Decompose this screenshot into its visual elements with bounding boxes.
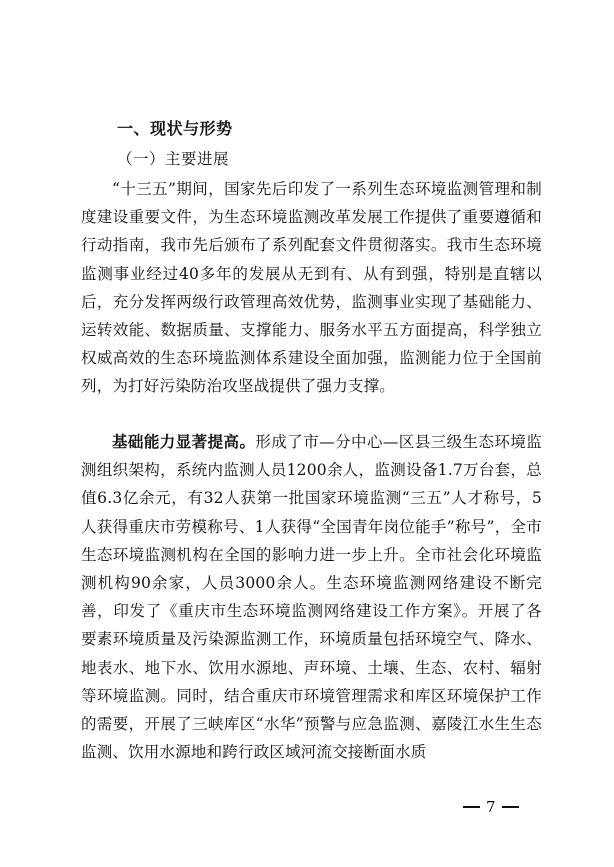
page-footer bbox=[463, 798, 519, 816]
page-number: 7 bbox=[486, 798, 496, 816]
section-heading: 一、现状与形势 bbox=[117, 119, 233, 138]
subsection-heading: （一）主要进展 bbox=[117, 150, 230, 168]
basic-capability-paragraph bbox=[81, 428, 542, 766]
paragraph-lead: 基础能力显著提高。 bbox=[112, 432, 256, 451]
dash-left bbox=[463, 806, 480, 808]
dash-right bbox=[502, 806, 519, 808]
intro-paragraph: “十三五”期间，国家先后印发了一系列生态环境监测管理和制度建设重要文件，为生态环境监测改革发展工作提供了重要遵循和行动指南，我市先后颁布了系列配套文件贯彻落实。我市生态环境监测事业经过40多年的发展从无到有、从有到强，特别是直辖以后，充分发挥两级行政管理高效优势，监测事业实现了基础能力、运转效能、数据质量、支撑能力、服务水平五方面提高，科学独立权威高效的生态环境监测体系建设全面加强，监测能力位于全国前列，为打好污染防治攻坚战提供了强力支撑。 bbox=[81, 180, 542, 396]
paragraph-body: 形成了市—分中心—区县三级生态环境监测组织架构，系统内监测人员1200余人，监测设备1.7万台套，总值6.3亿余元，有32人获第一批国家环境监测“三五”人才称号，5人获得重庆市劳模称号、1人获得“全国青年岗位能手”称号”，全市生态环境监测机构在全国的影响力进一步上升。全市社会化环境监测机构90余家，人员3000余人。生态环境监测网络建设不断完善，印发了《重庆市生态环境监测网络建设工作方案》。开展了各要素环境质量及污染源监测工作，环境质量包括环境空气、降水、地表水、地下水、饮用水源地、声环境、土壤、生态、农村、辐射等环境监测。同时，结合重庆市环境管理需求和库区环境保护工作的需要，开展了三峡库区“水华”预警与应急监测、嘉陵江水生生态监测、饮用水源地和跨行政区域河流交接断面水质 bbox=[81, 433, 542, 762]
